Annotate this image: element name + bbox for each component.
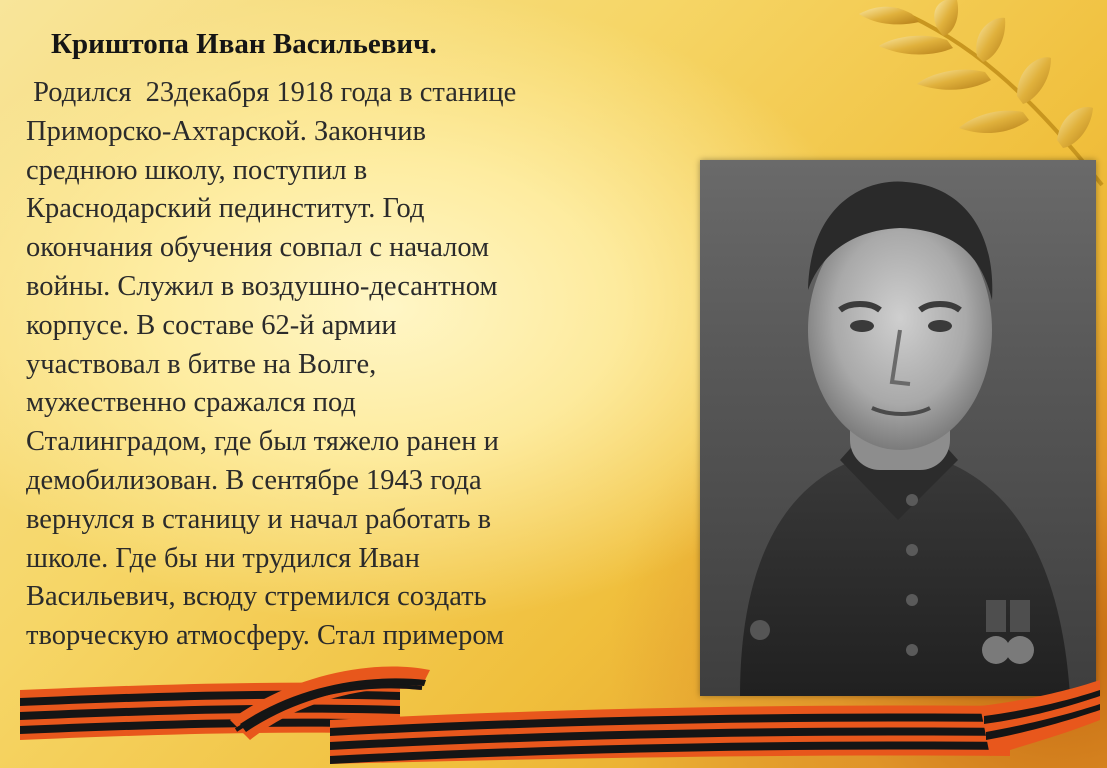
bio-line: творческую атмосферу. Стал примером — [26, 620, 505, 652]
portrait-photo — [700, 160, 1096, 696]
bio-line: Приморско-Ахтарской. Закончив — [26, 115, 426, 147]
bio-line: среднюю школу, поступил в — [26, 154, 368, 186]
page-title: Криштопа Иван Васильевич. — [51, 28, 437, 60]
st-george-ribbon — [0, 660, 1107, 768]
bio-line: демобилизован. В сентябре 1943 года — [26, 464, 482, 496]
bio-line: школе. Где бы ни трудился Иван — [26, 542, 420, 574]
bio-line: Васильевич, всюду стремился создать — [26, 581, 487, 613]
bio-line: Краснодарский пединститут. Год — [26, 193, 425, 225]
bio-line: вернулся в станицу и начал работать в — [26, 503, 492, 535]
bio-line: окончания обучения совпал с началом — [26, 232, 490, 264]
bio-line: мужественно сражался под — [26, 387, 356, 419]
portrait-drawing — [700, 160, 1096, 696]
bio-line: Сталинградом, где был тяжело ранен и — [26, 426, 499, 458]
biography-text — [26, 74, 666, 664]
bio-line: войны. Служил в воздушно-десантном — [26, 270, 498, 302]
bio-line: Родился 23декабря 1918 года в станице — [26, 77, 517, 108]
bio-line: корпусе. В составе 62-й армии — [26, 309, 397, 341]
bio-line: участвовал в битве на Волге, — [26, 348, 377, 380]
